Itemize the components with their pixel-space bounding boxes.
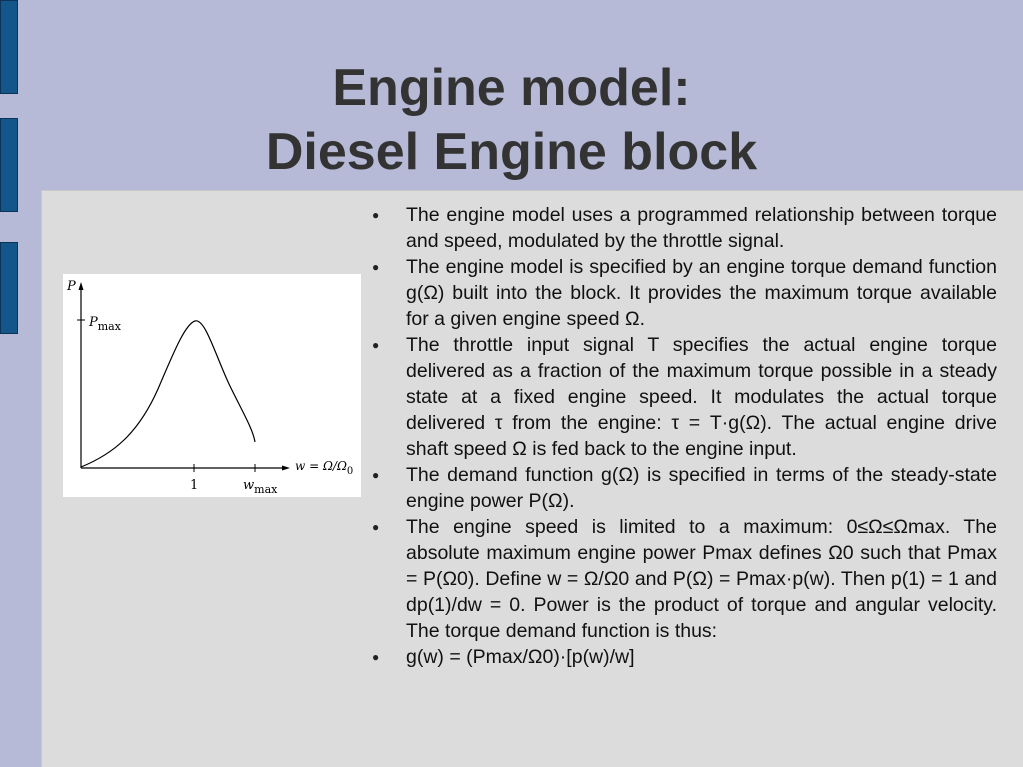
power-curve — [81, 321, 255, 467]
accent-bar-bottom — [0, 242, 18, 334]
bullet-item — [372, 514, 997, 644]
bullet-item — [372, 462, 997, 514]
power-curve-figure — [63, 274, 361, 497]
bullet-text: The throttle input signal T specifies the actual engine torque delivered as a fraction of the maximum torque possible in a steady state at a fixed engine speed. It modulates the actual torque delivered τ from the engine: τ = T·g(Ω). The actual engine drive shaft speed Ω is fed back to the engine input. — [406, 334, 997, 460]
x-axis-label: $w = \Omega/\Omega_0$ — [295, 459, 354, 477]
bullet-text: The engine model uses a programmed relationship between torque and speed, modulated by the throttle signal. — [406, 204, 997, 252]
bullet-text: The engine speed is limited to a maximum: 0≤Ω≤Ωmax. The absolute maximum engine power Pmax defines Ω0 such that Pmax = P(Ω0). Define w = Ω/Ω0 and P(Ω) = Pmax·p(w). Then p(1) = 1 and dp(1)/dw = 0. Power is the product of torque and angular velocity. The torque demand function is thus: — [406, 516, 997, 642]
slide-title-line-2: Diesel Engine block — [265, 123, 758, 181]
bullet-dot-icon: ● — [372, 520, 380, 534]
slide-title — [0, 56, 1023, 184]
y-axis-arrow — [79, 282, 84, 290]
slide-title-line-1: Engine model: — [332, 59, 691, 117]
tick-one-label: 1 — [190, 478, 199, 493]
x-axis-arrow — [282, 466, 290, 471]
bullet-list — [372, 202, 997, 670]
wmax-label: $w_{max}$ — [243, 478, 278, 496]
bullet-item — [372, 254, 997, 332]
bullet-dot-icon: ● — [372, 650, 380, 664]
bullet-text: The engine model is specified by an engine torque demand function g(Ω) built into the block. It provides the maximum torque available for a given engine speed Ω. — [406, 256, 997, 330]
bullet-item — [372, 332, 997, 462]
pmax-label: $P_{max}$ — [89, 315, 121, 333]
bullet-text: g(w) = (Pmax/Ω0)·[p(w)/w] — [406, 646, 635, 668]
bullet-dot-icon: ● — [372, 338, 380, 352]
bullet-dot-icon: ● — [372, 208, 380, 222]
bullet-dot-icon: ● — [372, 260, 380, 274]
bullet-dot-icon: ● — [372, 468, 380, 482]
bullet-text: The demand function g(Ω) is specified in terms of the steady-state engine power P(Ω). — [406, 464, 997, 512]
bullet-item — [372, 202, 997, 254]
power-curve-diagram — [63, 274, 361, 497]
y-axis-label: P — [67, 279, 76, 294]
bullet-item — [372, 644, 997, 670]
